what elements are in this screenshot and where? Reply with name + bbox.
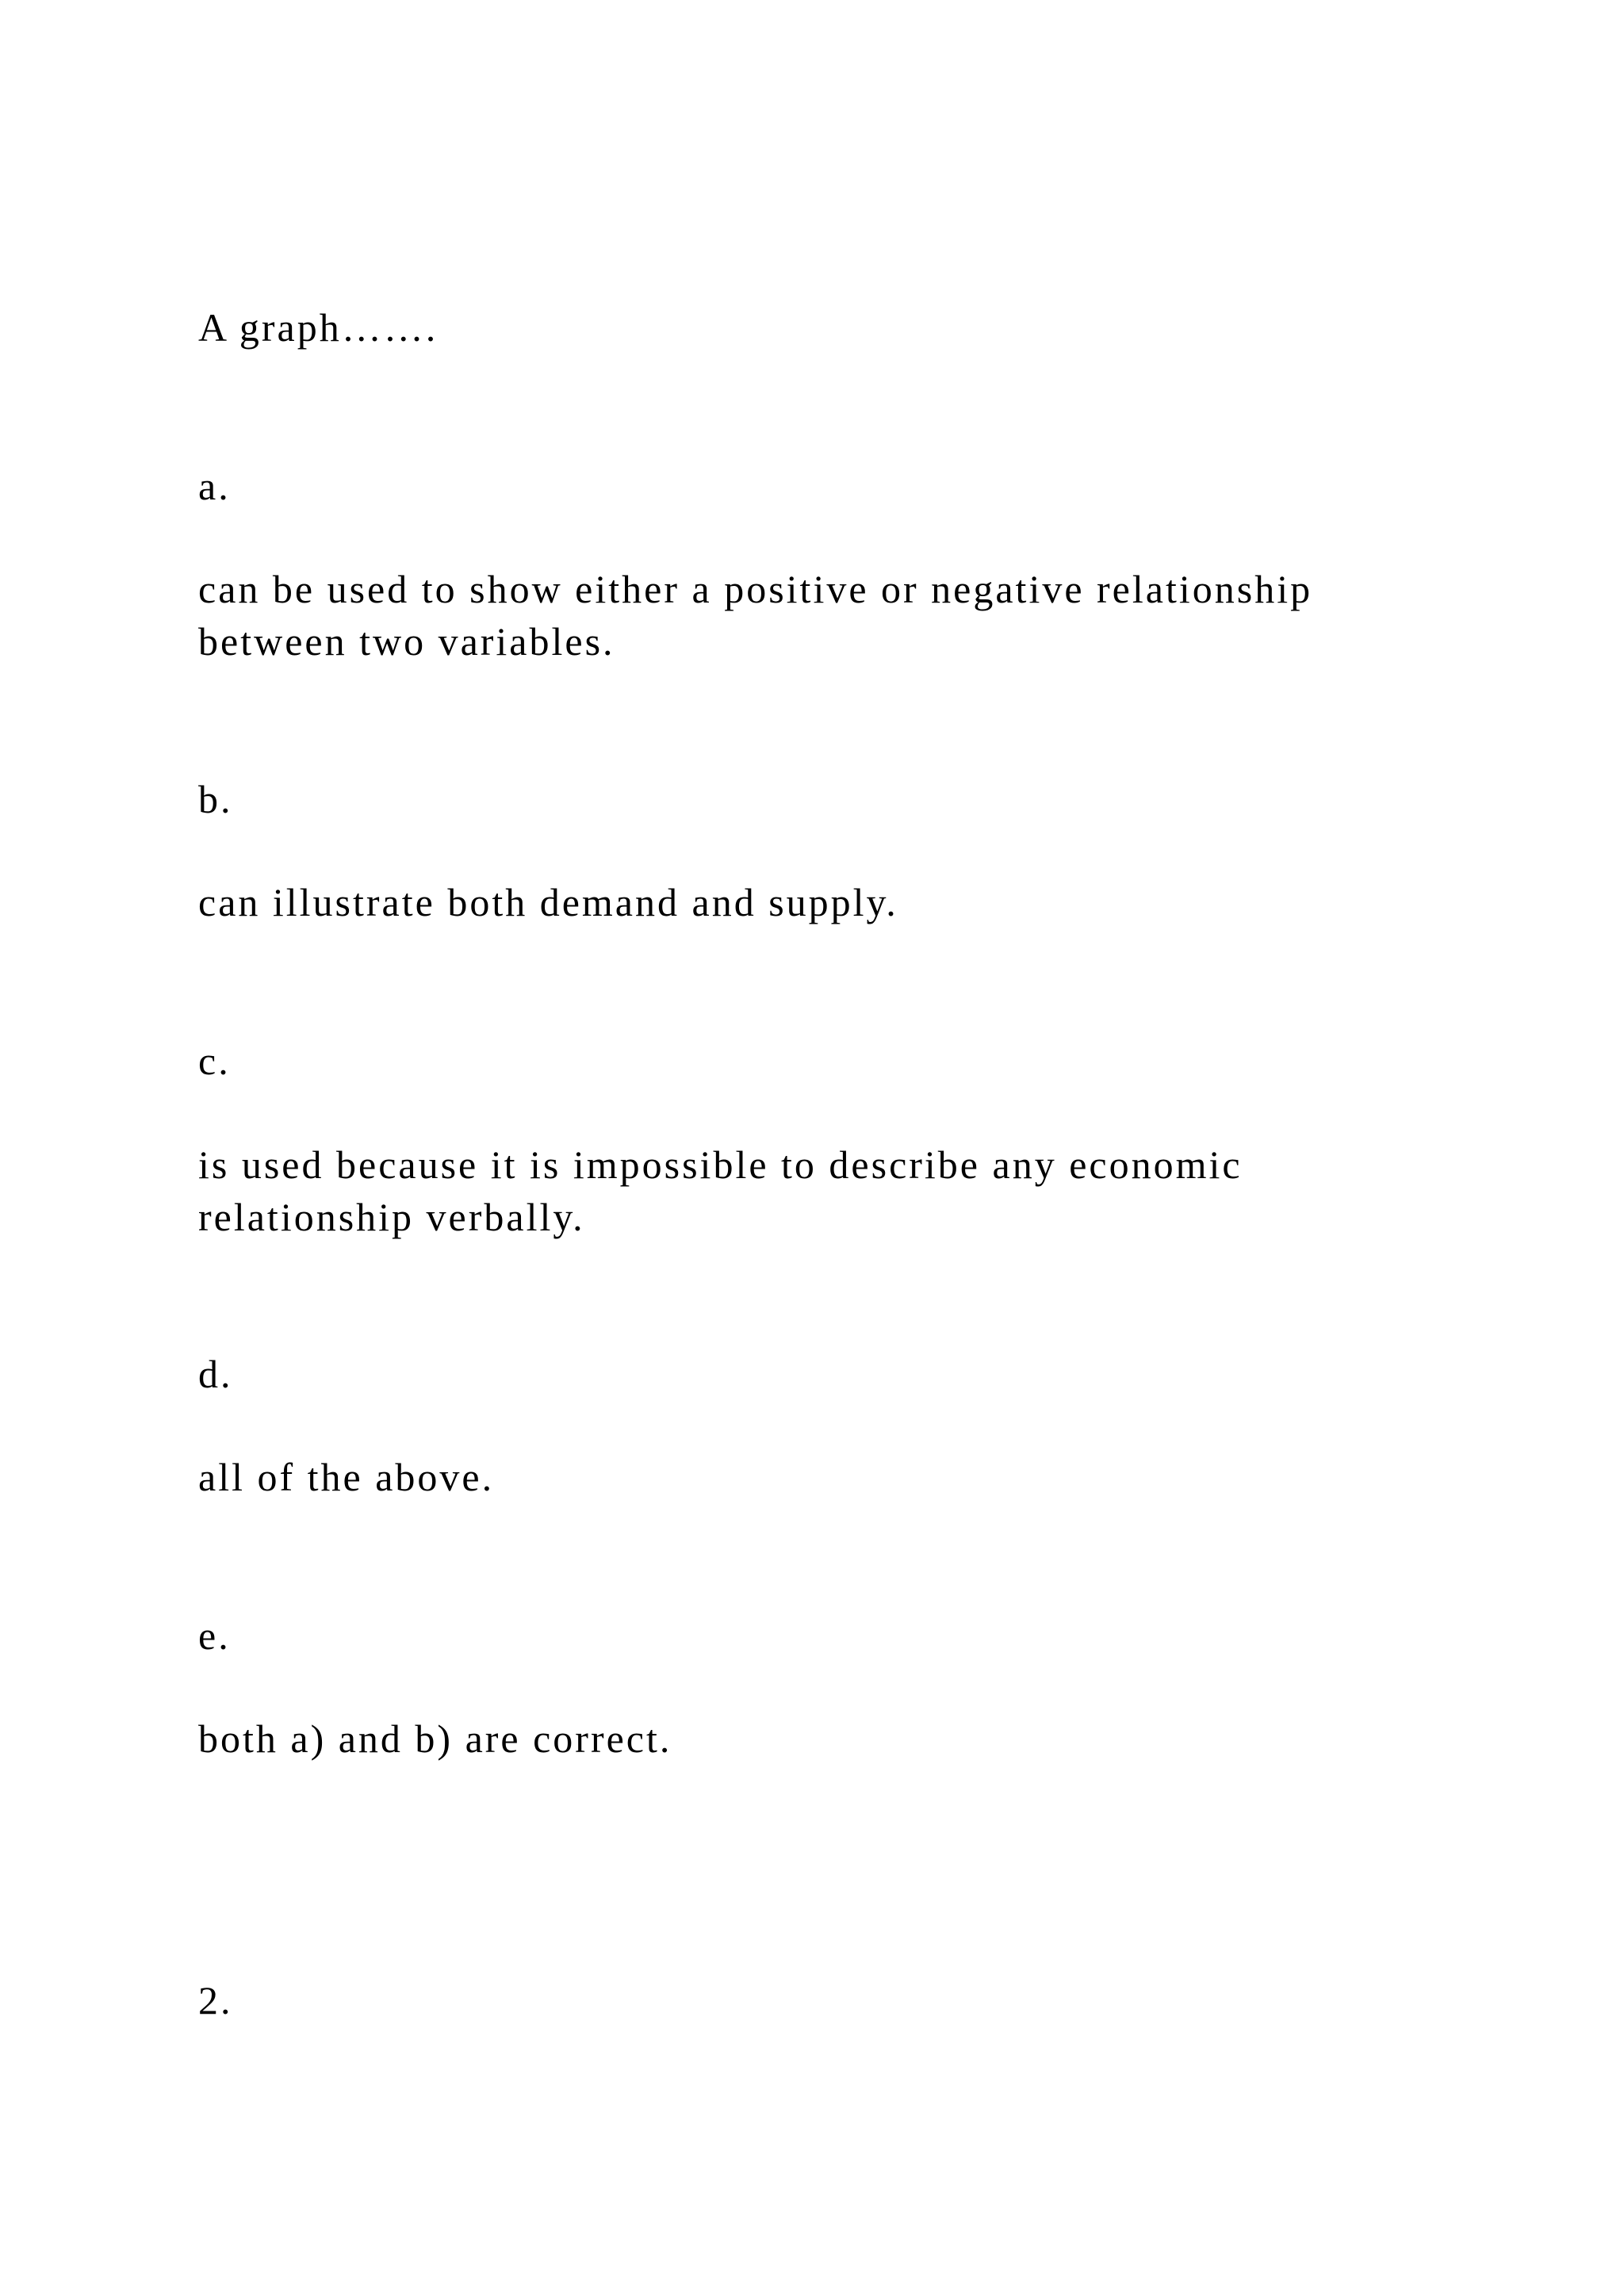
option-d-text-line-1: all of the above. (198, 1455, 495, 1499)
option-b-text-line-1: can illustrate both demand and supply. (198, 880, 898, 924)
option-c-text-line-1: is used because it is impossible to describe any economic (198, 1142, 1243, 1187)
option-e-letter: e. (198, 1613, 231, 1658)
option-c-text-line-2: relationship verbally. (198, 1195, 585, 1239)
option-a-text-line-2: between two variables. (198, 619, 615, 664)
question-stem: A graph……. (198, 305, 439, 350)
option-e-text-line-1: both a) and b) are correct. (198, 1716, 672, 1761)
next-question-number: 2. (198, 1978, 233, 2022)
option-d-letter: d. (198, 1352, 233, 1396)
option-a-text-line-1: can be used to show either a positive or negative relationship (198, 567, 1313, 611)
option-b-letter: b. (198, 777, 233, 821)
option-a-letter: a. (198, 464, 231, 508)
option-c-letter: c. (198, 1039, 231, 1083)
